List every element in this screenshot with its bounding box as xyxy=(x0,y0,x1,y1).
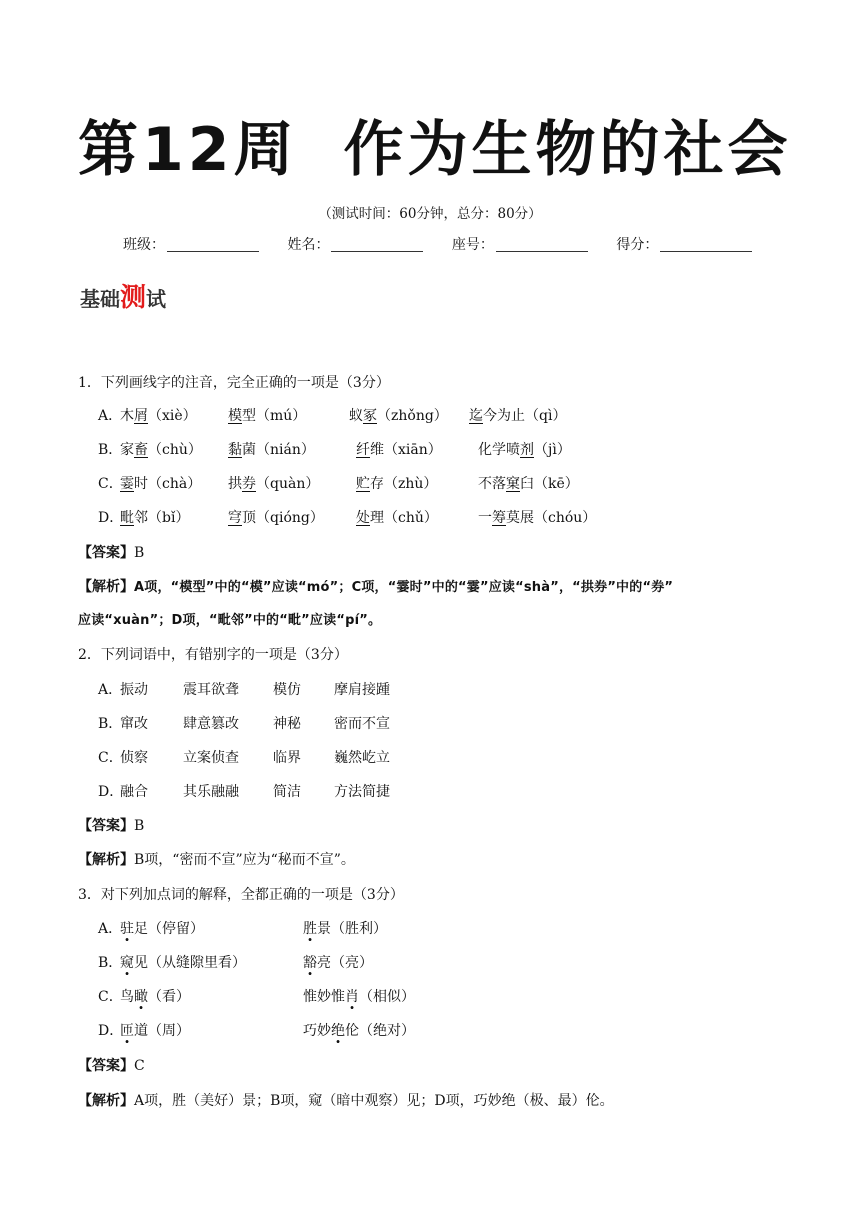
q2-stem: 2．下列词语中，有错别字的一项是（3分） xyxy=(78,647,348,663)
q3-stem: 3．对下列加点词的解释，全都正确的一项是（3分） xyxy=(78,887,404,903)
title-topic: 作为生物的社会 xyxy=(343,115,792,185)
q1-stem: 1．下列画线字的注音，完全正确的一项是（3分） xyxy=(78,375,390,391)
class-field: 班级： xyxy=(123,234,259,254)
name-field: 姓名： xyxy=(287,234,423,254)
seat-field: 座号： xyxy=(452,234,588,254)
q3-answer: 【答案】C xyxy=(78,1058,145,1074)
q2-option-d: D． 融合 其乐融融 简洁 方法简捷 xyxy=(98,784,390,800)
q2-option-b: B． 窜改 肆意篡改 神秘 密而不宣 xyxy=(98,716,390,732)
page-title xyxy=(78,112,798,188)
section-badge: 基础测试 xyxy=(80,283,167,313)
q2-explanation: 【解析】B项，“密而不宣”应为“秘而不宣”。 xyxy=(78,852,355,868)
q1-explanation-line1: 【解析】A项，“模型”中的“模”应读“mó”；C项，“霎时”中的“霎”应读“shà”，“拱券”中的“券” xyxy=(78,579,674,595)
q2-option-c: C． 侦察 立案侦查 临界 巍然屹立 xyxy=(98,750,390,766)
score-field: 得分： xyxy=(616,234,752,254)
q1-option-d: D． 毗邻（bǐ） 穹顶（qióng） 处理（chǔ） 一筹莫展（chóu） xyxy=(98,510,597,526)
score-blank xyxy=(660,237,752,252)
q2-answer: 【答案】B xyxy=(78,818,145,834)
q3-option-d: D． 匝道（周） 巧妙绝伦（绝对） xyxy=(98,1023,415,1039)
q1-option-a: A． 木屑（xiè） 模型（mú） 蚁冢（zhǒng） 迄今为止（qì） xyxy=(98,408,567,424)
q3-option-b: B． 窥见（从缝隙里看） 豁亮（亮） xyxy=(98,955,373,971)
q1-answer: 【答案】B xyxy=(78,545,145,561)
q1-option-c: C． 霎时（chà） 拱券（quàn） 贮存（zhù） 不落窠臼（kē） xyxy=(98,476,579,492)
q3-explanation: 【解析】A项，胜（美好）景；B项，窥（暗中观察）见；D项，巧妙绝（极、最）伦。 xyxy=(78,1093,614,1109)
q1-explanation-line2: 应读“xuàn”；D项，“毗邻”中的“毗”应读“pí”。 xyxy=(78,613,382,628)
class-blank xyxy=(167,237,259,252)
q2-option-a: A． 振动 震耳欲聋 模仿 摩肩接踵 xyxy=(98,682,390,698)
q3-option-c: C． 鸟瞰（看） 惟妙惟肖（相似） xyxy=(98,989,415,1005)
name-blank xyxy=(331,237,423,252)
test-info: （测试时间：60分钟，总分：80分） xyxy=(318,206,542,222)
title-week: 第12周 xyxy=(78,115,298,185)
seat-blank xyxy=(496,237,588,252)
q3-option-a: A． 驻足（停留） 胜景（胜利） xyxy=(98,921,387,937)
student-info-line xyxy=(123,234,776,254)
q1-option-b: B． 家畜（chù） 黏菌（nián） 纤维（xiān） 化学喷剂（jì） xyxy=(98,442,571,458)
